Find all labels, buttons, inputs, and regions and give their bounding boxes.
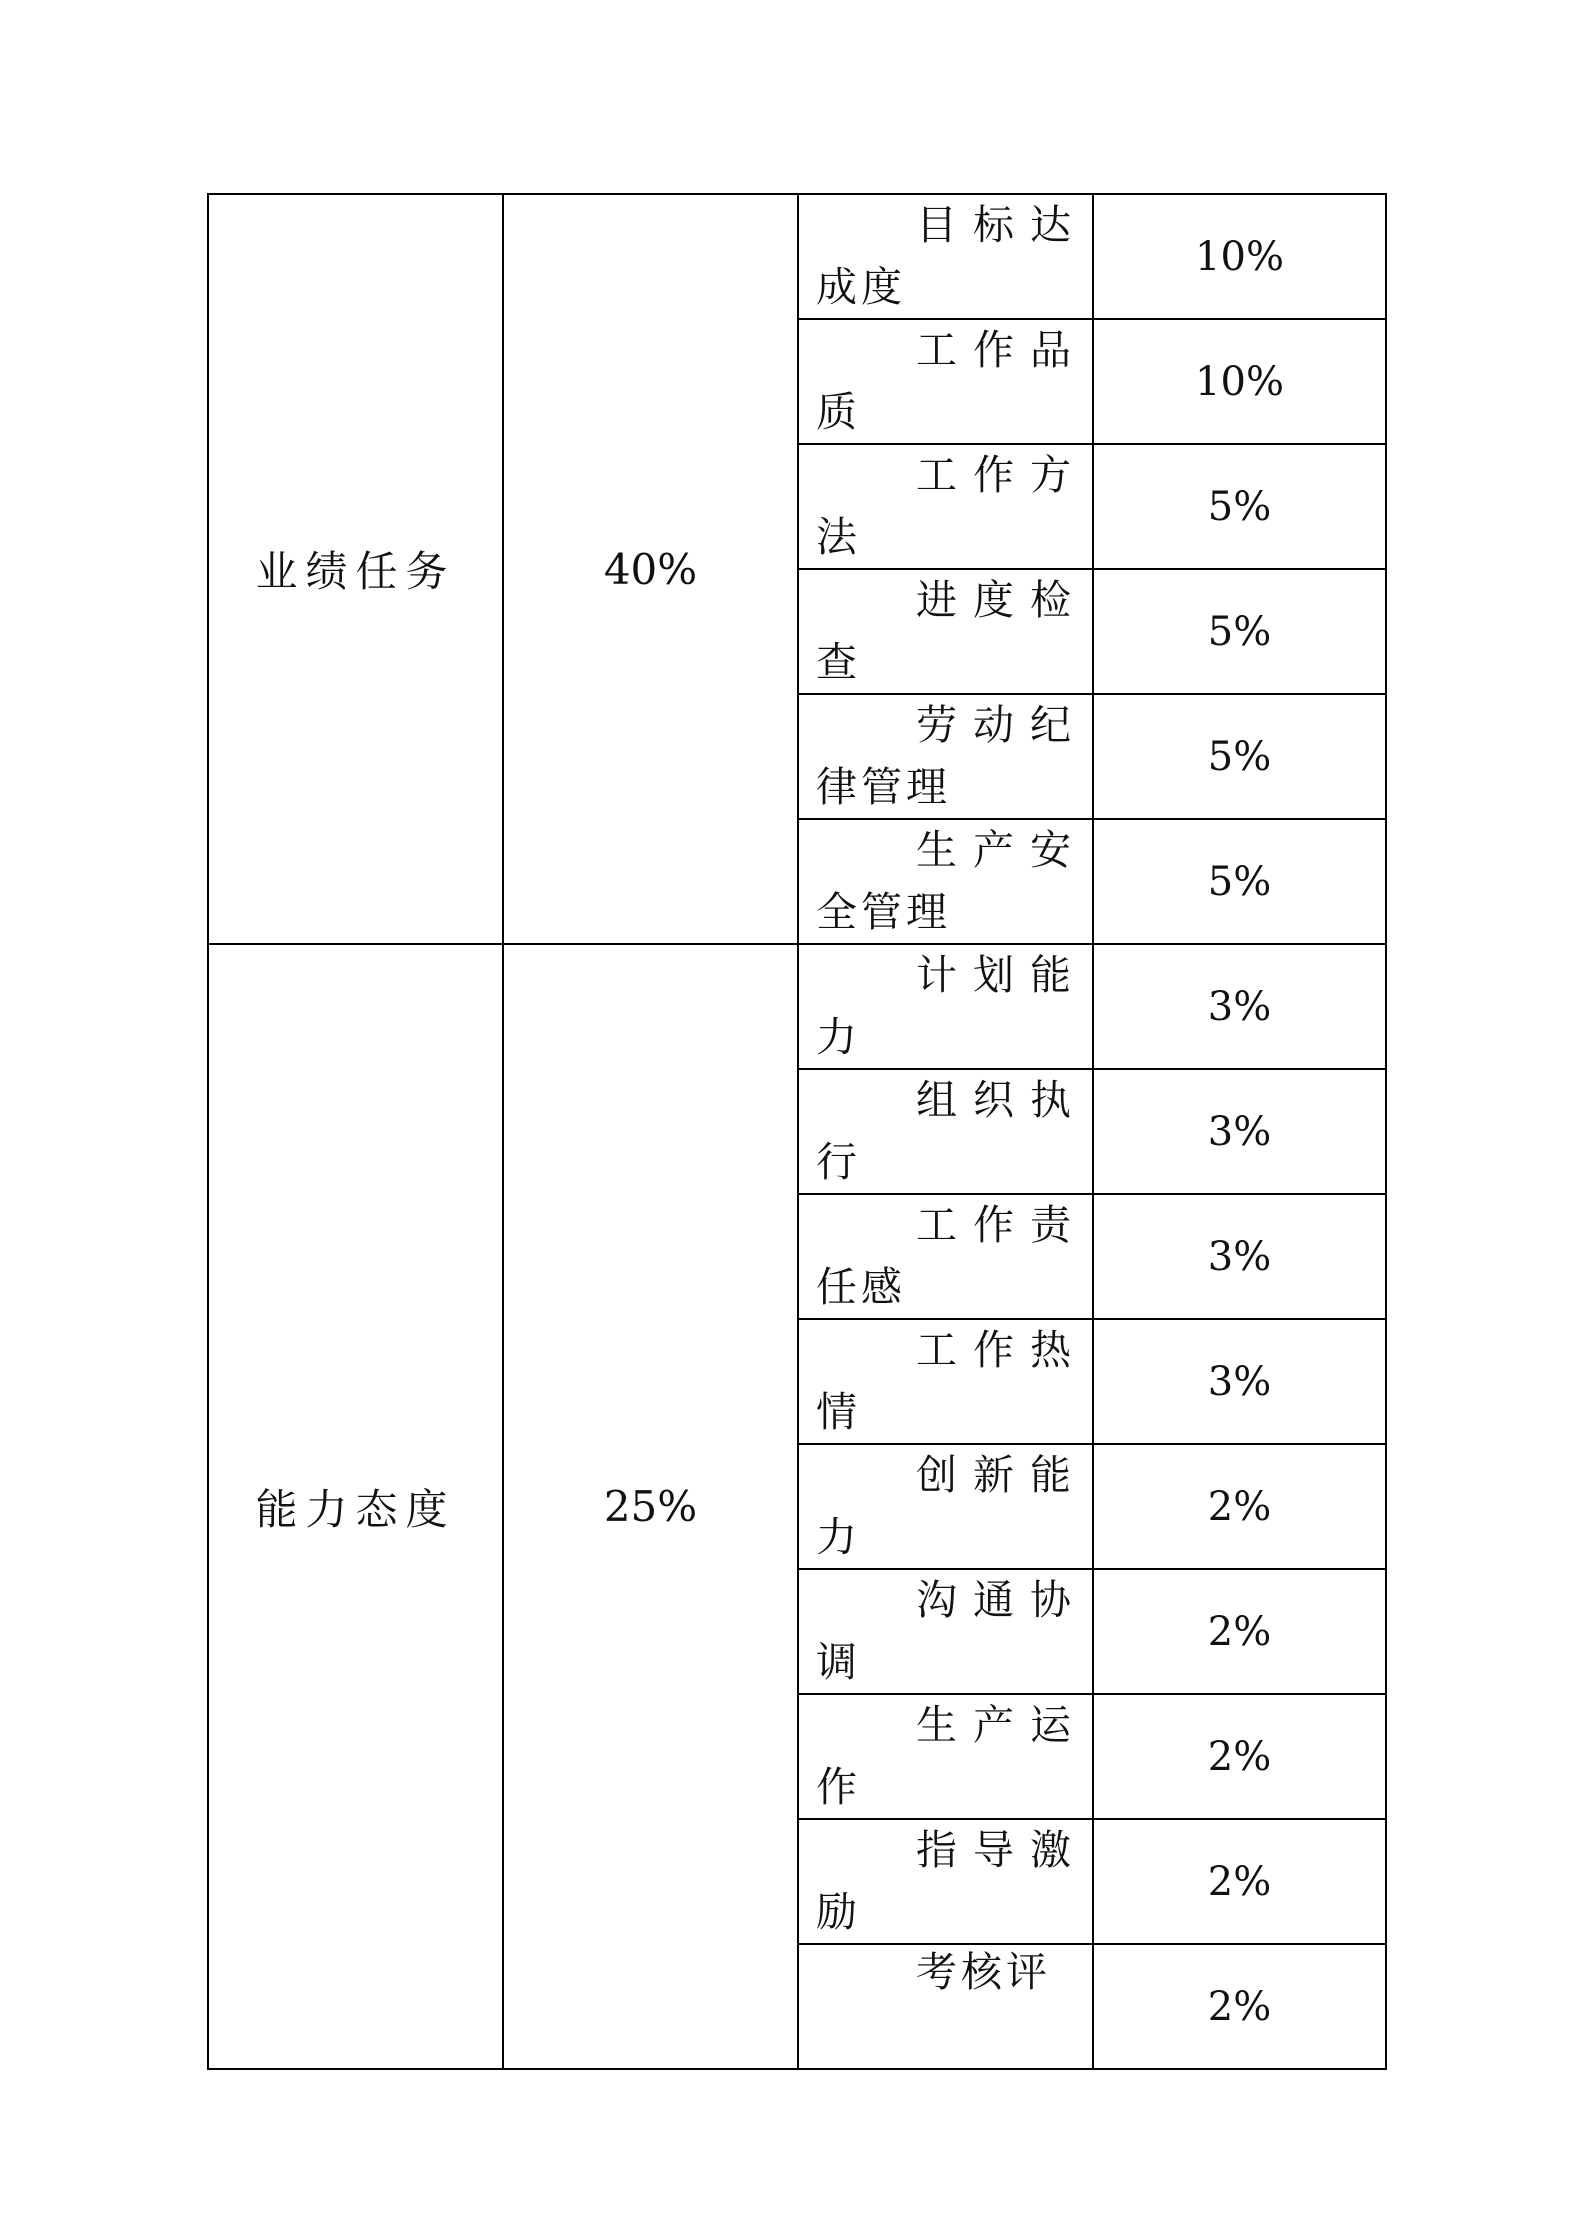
item-cell <box>798 1069 1093 1194</box>
item-percent-cell <box>1093 819 1386 944</box>
item-cell <box>798 1944 1093 2069</box>
item-percent-cell <box>1093 694 1386 819</box>
item-name: 劳动纪律管理 <box>816 701 1075 811</box>
item-name: 计划能力 <box>816 951 1075 1061</box>
category-label: 能力态度 <box>255 1484 456 1534</box>
item-cell <box>798 1194 1093 1319</box>
category-label: 业绩任务 <box>255 547 456 596</box>
item-percent-cell <box>1093 319 1386 444</box>
item-percent-cell <box>1093 1569 1386 1694</box>
item-name: 指导激励 <box>816 1826 1075 1936</box>
category-weight: 40% <box>603 544 698 594</box>
item-cell <box>798 1694 1093 1819</box>
item-name: 生产安全管理 <box>816 826 1075 936</box>
item-percent-cell <box>1093 1944 1386 2069</box>
item-cell <box>798 1444 1093 1569</box>
item-name: 生产运作 <box>816 1701 1075 1811</box>
item-percent: 5% <box>1207 733 1272 780</box>
item-percent: 5% <box>1207 483 1272 530</box>
category-cell <box>208 944 503 2069</box>
item-percent: 2% <box>1207 1608 1272 1655</box>
item-name: 考核评 <box>916 1948 1051 1996</box>
item-percent-cell <box>1093 1819 1386 1944</box>
category-weight-cell <box>503 944 798 2069</box>
item-percent: 3% <box>1207 983 1272 1030</box>
item-cell <box>798 1319 1093 1444</box>
table-row <box>208 194 1386 319</box>
table-row <box>208 944 1386 1069</box>
item-cell <box>798 1819 1093 1944</box>
item-percent: 2% <box>1207 1733 1272 1780</box>
item-percent: 5% <box>1207 858 1272 905</box>
item-name: 工作方法 <box>816 451 1075 561</box>
item-name: 组织执行 <box>816 1076 1075 1186</box>
item-percent: 2% <box>1207 1483 1272 1530</box>
item-cell <box>798 694 1093 819</box>
table-body <box>208 194 1386 2069</box>
item-percent-cell <box>1093 569 1386 694</box>
item-percent-cell <box>1093 194 1386 319</box>
item-percent-cell <box>1093 944 1386 1069</box>
item-cell <box>798 194 1093 319</box>
item-cell <box>798 1569 1093 1694</box>
item-name: 工作责任感 <box>816 1201 1075 1311</box>
item-cell <box>798 319 1093 444</box>
item-percent: 3% <box>1207 1358 1272 1405</box>
item-percent-cell <box>1093 1319 1386 1444</box>
item-cell <box>798 944 1093 1069</box>
item-percent-cell <box>1093 1694 1386 1819</box>
item-percent: 5% <box>1207 608 1272 655</box>
category-weight: 25% <box>603 1482 698 1531</box>
item-percent: 2% <box>1207 1858 1272 1905</box>
category-weight-cell <box>503 194 798 944</box>
item-name: 目标达成度 <box>816 201 1075 311</box>
item-percent-cell <box>1093 1069 1386 1194</box>
item-name: 工作品质 <box>816 326 1075 436</box>
item-name: 工作热情 <box>816 1326 1075 1436</box>
category-cell <box>208 194 503 944</box>
item-name: 创新能力 <box>816 1451 1075 1561</box>
item-cell <box>798 444 1093 569</box>
item-name: 沟通协调 <box>816 1576 1075 1686</box>
evaluation-weight-table <box>207 193 1387 2070</box>
item-percent: 10% <box>1195 233 1284 280</box>
item-percent: 3% <box>1207 1233 1272 1280</box>
item-percent-cell <box>1093 444 1386 569</box>
item-cell <box>798 569 1093 694</box>
item-percent: 3% <box>1207 1108 1272 1155</box>
item-percent-cell <box>1093 1194 1386 1319</box>
item-cell <box>798 819 1093 944</box>
item-percent-cell <box>1093 1444 1386 1569</box>
item-percent: 2% <box>1207 1983 1272 2030</box>
item-name: 进度检查 <box>816 576 1075 686</box>
item-percent: 10% <box>1195 358 1284 405</box>
